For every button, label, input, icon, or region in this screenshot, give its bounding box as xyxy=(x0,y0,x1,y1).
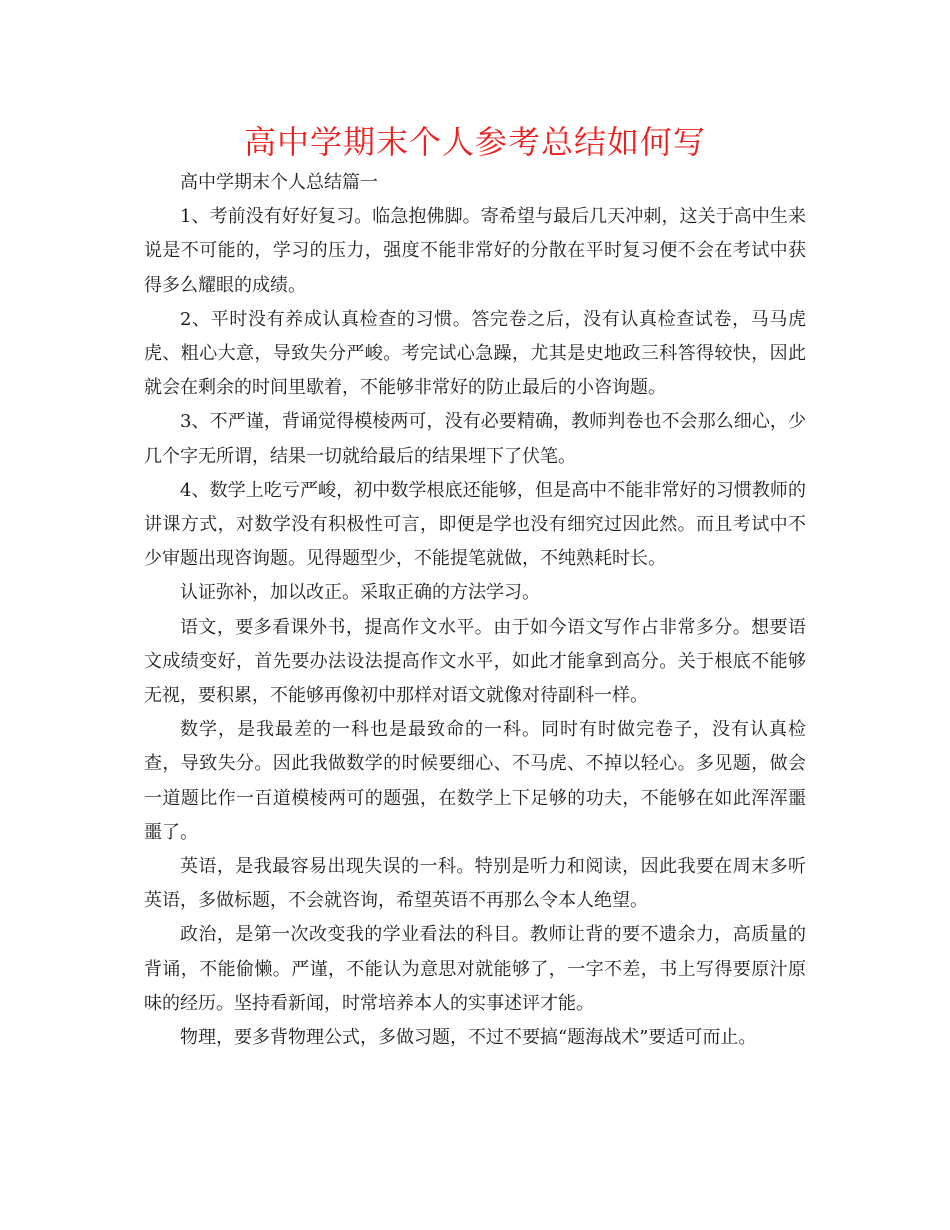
body-paragraph: 数学，是我最差的一科也是最致命的一科。同时有时做完卷子，没有认真检查，导致失分。因此我做数学的时候要细心、不马虎、不掉以轻心。多见题，做会一道题比作一百道模棱两可的题强，在数学上下足够的功夫，不能够在如此浑浑噩噩了。 xyxy=(144,719,806,843)
body-paragraph: 英语，是我最容易出现失误的一科。特别是听力和阅读，因此我要在周末多听英语，多做标题，不会就咨询，希望英语不再那么令本人绝望。 xyxy=(144,856,806,912)
body-paragraph: 4、数学上吃亏严峻，初中数学根底还能够，但是高中不能非常好的习惯教师的讲课方式，对数学没有积极性可言，即便是学也没有细究过因此然。而且考试中不少审题出现咨询题。见得题型少，不能提笔就做，不纯熟耗时长。 xyxy=(144,479,806,570)
body-paragraph: 物理，要多背物理公式，多做习题，不过不要搞“题海战术”要适可而止。 xyxy=(180,1027,757,1049)
body-paragraph: 1、考前没有好好复习。临急抱佛脚。寄希望与最后几天冲刺，这关于高中生来说是不可能的，学习的压力，强度不能非常好的分散在平时复习便不会在考试中获得多么耀眼的成绩。 xyxy=(144,206,806,296)
subtitle-paragraph: 高中学期末个人总结篇一 xyxy=(180,172,378,193)
body-paragraph: 3、不严谨，背诵觉得模棱两可，没有必要精确，教师判卷也不会那么细心，少几个字无所谓，结果一切就给最后的结果埋下了伏笔。 xyxy=(144,411,806,467)
body-paragraph: 2、平时没有养成认真检查的习惯。答完卷之后，没有认真检查试卷，马马虎虎、粗心大意，导致失分严峻。考完试心急躁，尤其是史地政三科答得较快，因此就会在剩余的时间里歇着，不能够非常好的防止最后的小咨询题。 xyxy=(144,308,806,399)
document-title: 高中学期末个人参考总结如何写 xyxy=(243,123,706,161)
body-paragraph: 政治，是第一次改变我的学业看法的科目。教师让背的要不遗余力，高质量的背诵，不能偷懒。严谨，不能认为意思对就能够了，一字不差，书上写得要原汁原味的经历。坚持看新闻，时常培养本人的实事述评才能。 xyxy=(144,924,806,1014)
body-paragraph: 语文，要多看课外书，提高作文水平。由于如今语文写作占非常多分。想要语文成绩变好，首先要办法设法提高作文水平，如此才能拿到高分。关于根底不能够无视，要积累，不能够再像初中那样对语文就像对待副科一样。 xyxy=(144,616,806,707)
document-body xyxy=(144,166,806,1055)
body-paragraph: 认证弥补，加以改正。采取正确的方法学习。 xyxy=(180,582,540,604)
